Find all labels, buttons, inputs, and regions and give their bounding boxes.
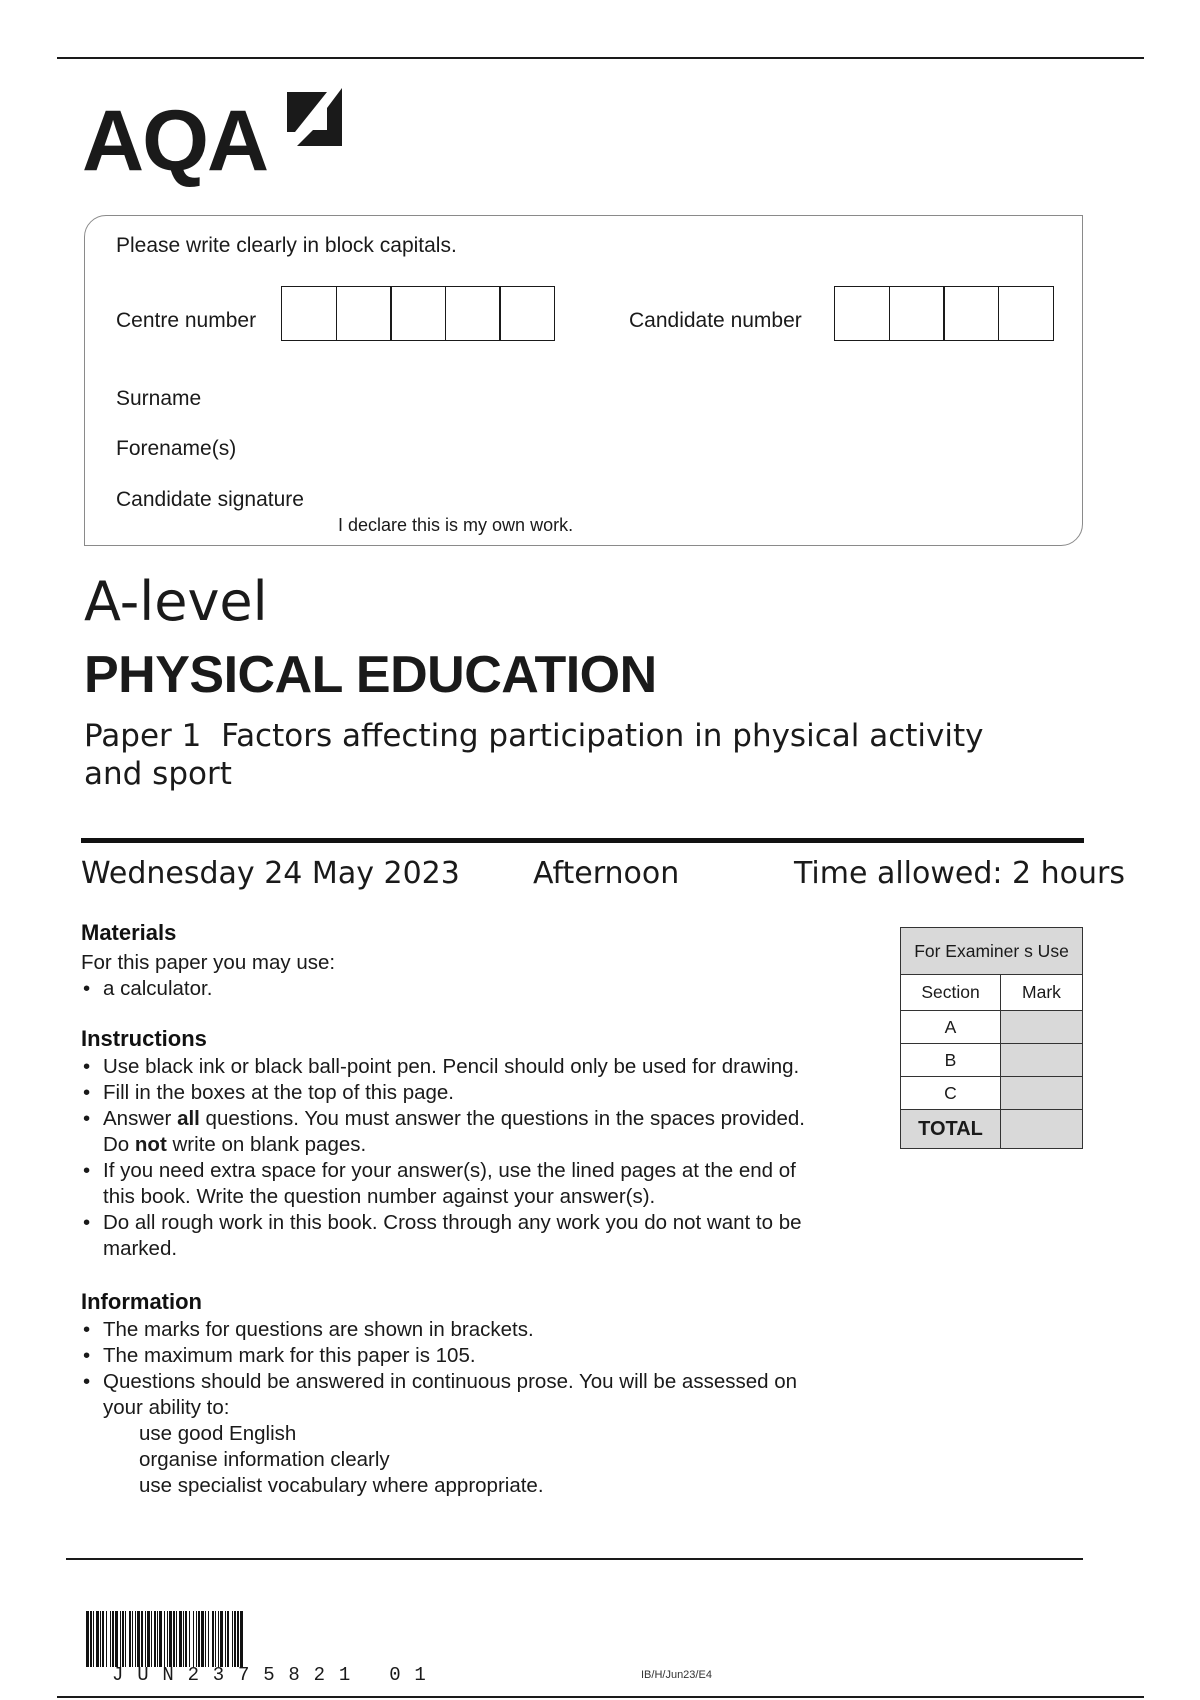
bottom-rule	[66, 1558, 1083, 1560]
barcode	[86, 1611, 471, 1667]
mark-cell	[1001, 1077, 1083, 1110]
aqa-logo-mark-icon	[287, 88, 342, 148]
centre-number-digit-box[interactable]	[390, 286, 446, 341]
mark-cell	[1001, 1011, 1083, 1044]
information-heading: Information	[81, 1289, 202, 1314]
assessment-criterion: organise information clearly	[139, 1448, 390, 1471]
barcode-number: JUN2375821 01	[112, 1664, 440, 1686]
exam-session: Afternoon	[533, 856, 680, 891]
centre-number-label: Centre number	[116, 309, 257, 332]
candidate-number-boxes[interactable]	[834, 286, 1054, 341]
section-cell: C	[901, 1077, 1001, 1110]
surname-label: Surname	[116, 387, 202, 410]
paper-title-line: Paper 1 Factors affecting participation in physical activity	[84, 718, 984, 754]
instructions-section	[81, 1026, 911, 1262]
materials-intro: For this paper you may use:	[81, 951, 336, 974]
block-capitals-instruction: Please write clearly in block capitals.	[116, 234, 457, 257]
footer-rule	[57, 1696, 1144, 1698]
instruction-item: • Do all rough work in this book. Cross through any work you do not want to be marked.	[81, 1210, 911, 1262]
materials-heading: Materials	[81, 920, 177, 945]
subject-title: PHYSICAL EDUCATION	[84, 646, 657, 704]
information-section	[81, 1289, 911, 1499]
mark-column-header: Mark	[1001, 975, 1083, 1011]
materials-item: • a calculator.	[81, 976, 881, 1002]
header-divider	[81, 838, 1084, 843]
candidate-number-digit-box[interactable]	[998, 286, 1054, 341]
paper-title-line: and sport	[84, 756, 232, 792]
information-item: • Questions should be answered in continuous prose. You will be assessed on your ability to:	[81, 1369, 911, 1421]
materials-section	[81, 920, 881, 1002]
declaration-text: I declare this is my own work.	[338, 515, 574, 535]
qualification-level: A-level	[84, 570, 268, 633]
aqa-logo-text: AQA	[82, 93, 268, 189]
assessment-criterion: use good English	[139, 1422, 297, 1445]
time-allowed: Time allowed: 2 hours	[794, 856, 1126, 891]
section-cell: B	[901, 1044, 1001, 1077]
instructions-heading: Instructions	[81, 1026, 207, 1051]
instruction-item: • Answer all questions. You must answer the questions in the spaces provided. Do not write on blank pages.	[81, 1106, 911, 1158]
information-item: • The maximum mark for this paper is 105.	[81, 1343, 911, 1369]
candidate-signature-field[interactable]	[330, 480, 1060, 514]
information-item: • The marks for questions are shown in brackets.	[81, 1317, 911, 1343]
centre-number-digit-box[interactable]	[499, 286, 555, 341]
total-label: TOTAL	[901, 1110, 1001, 1149]
aqa-logo	[82, 88, 342, 188]
examiner-use-table	[900, 927, 1083, 1149]
section-column-header: Section	[901, 975, 1001, 1011]
surname-field[interactable]	[330, 380, 1060, 414]
total-mark-cell	[1001, 1110, 1083, 1149]
centre-number-digit-box[interactable]	[281, 286, 337, 341]
section-cell: A	[901, 1011, 1001, 1044]
centre-number-digit-box[interactable]	[336, 286, 392, 341]
candidate-number-digit-box[interactable]	[834, 286, 890, 341]
centre-number-digit-box[interactable]	[445, 286, 501, 341]
candidate-number-digit-box[interactable]	[889, 286, 945, 341]
instruction-item: • If you need extra space for your answer(s), use the lined pages at the end of this book. Write the question number against your answer(s).	[81, 1158, 911, 1210]
mark-cell	[1001, 1044, 1083, 1077]
top-rule	[57, 57, 1144, 59]
candidate-signature-label: Candidate signature	[116, 488, 304, 511]
paper-title	[84, 717, 1084, 793]
centre-number-boxes[interactable]	[281, 286, 555, 341]
forenames-label: Forename(s)	[116, 437, 237, 460]
instruction-item: • Use black ink or black ball-point pen. Pencil should only be used for drawing.	[81, 1054, 911, 1080]
candidate-number-digit-box[interactable]	[943, 286, 999, 341]
forenames-field[interactable]	[330, 430, 1060, 464]
candidate-number-label: Candidate number	[629, 309, 802, 332]
exam-date: Wednesday 24 May 2023	[81, 856, 460, 891]
paper-reference: IB/H/Jun23/E4	[641, 1669, 712, 1681]
examiner-table-title: For Examiner s Use	[901, 928, 1083, 975]
assessment-criterion: use specialist vocabulary where appropriate.	[139, 1474, 544, 1497]
instruction-item: • Fill in the boxes at the top of this page.	[81, 1080, 911, 1106]
